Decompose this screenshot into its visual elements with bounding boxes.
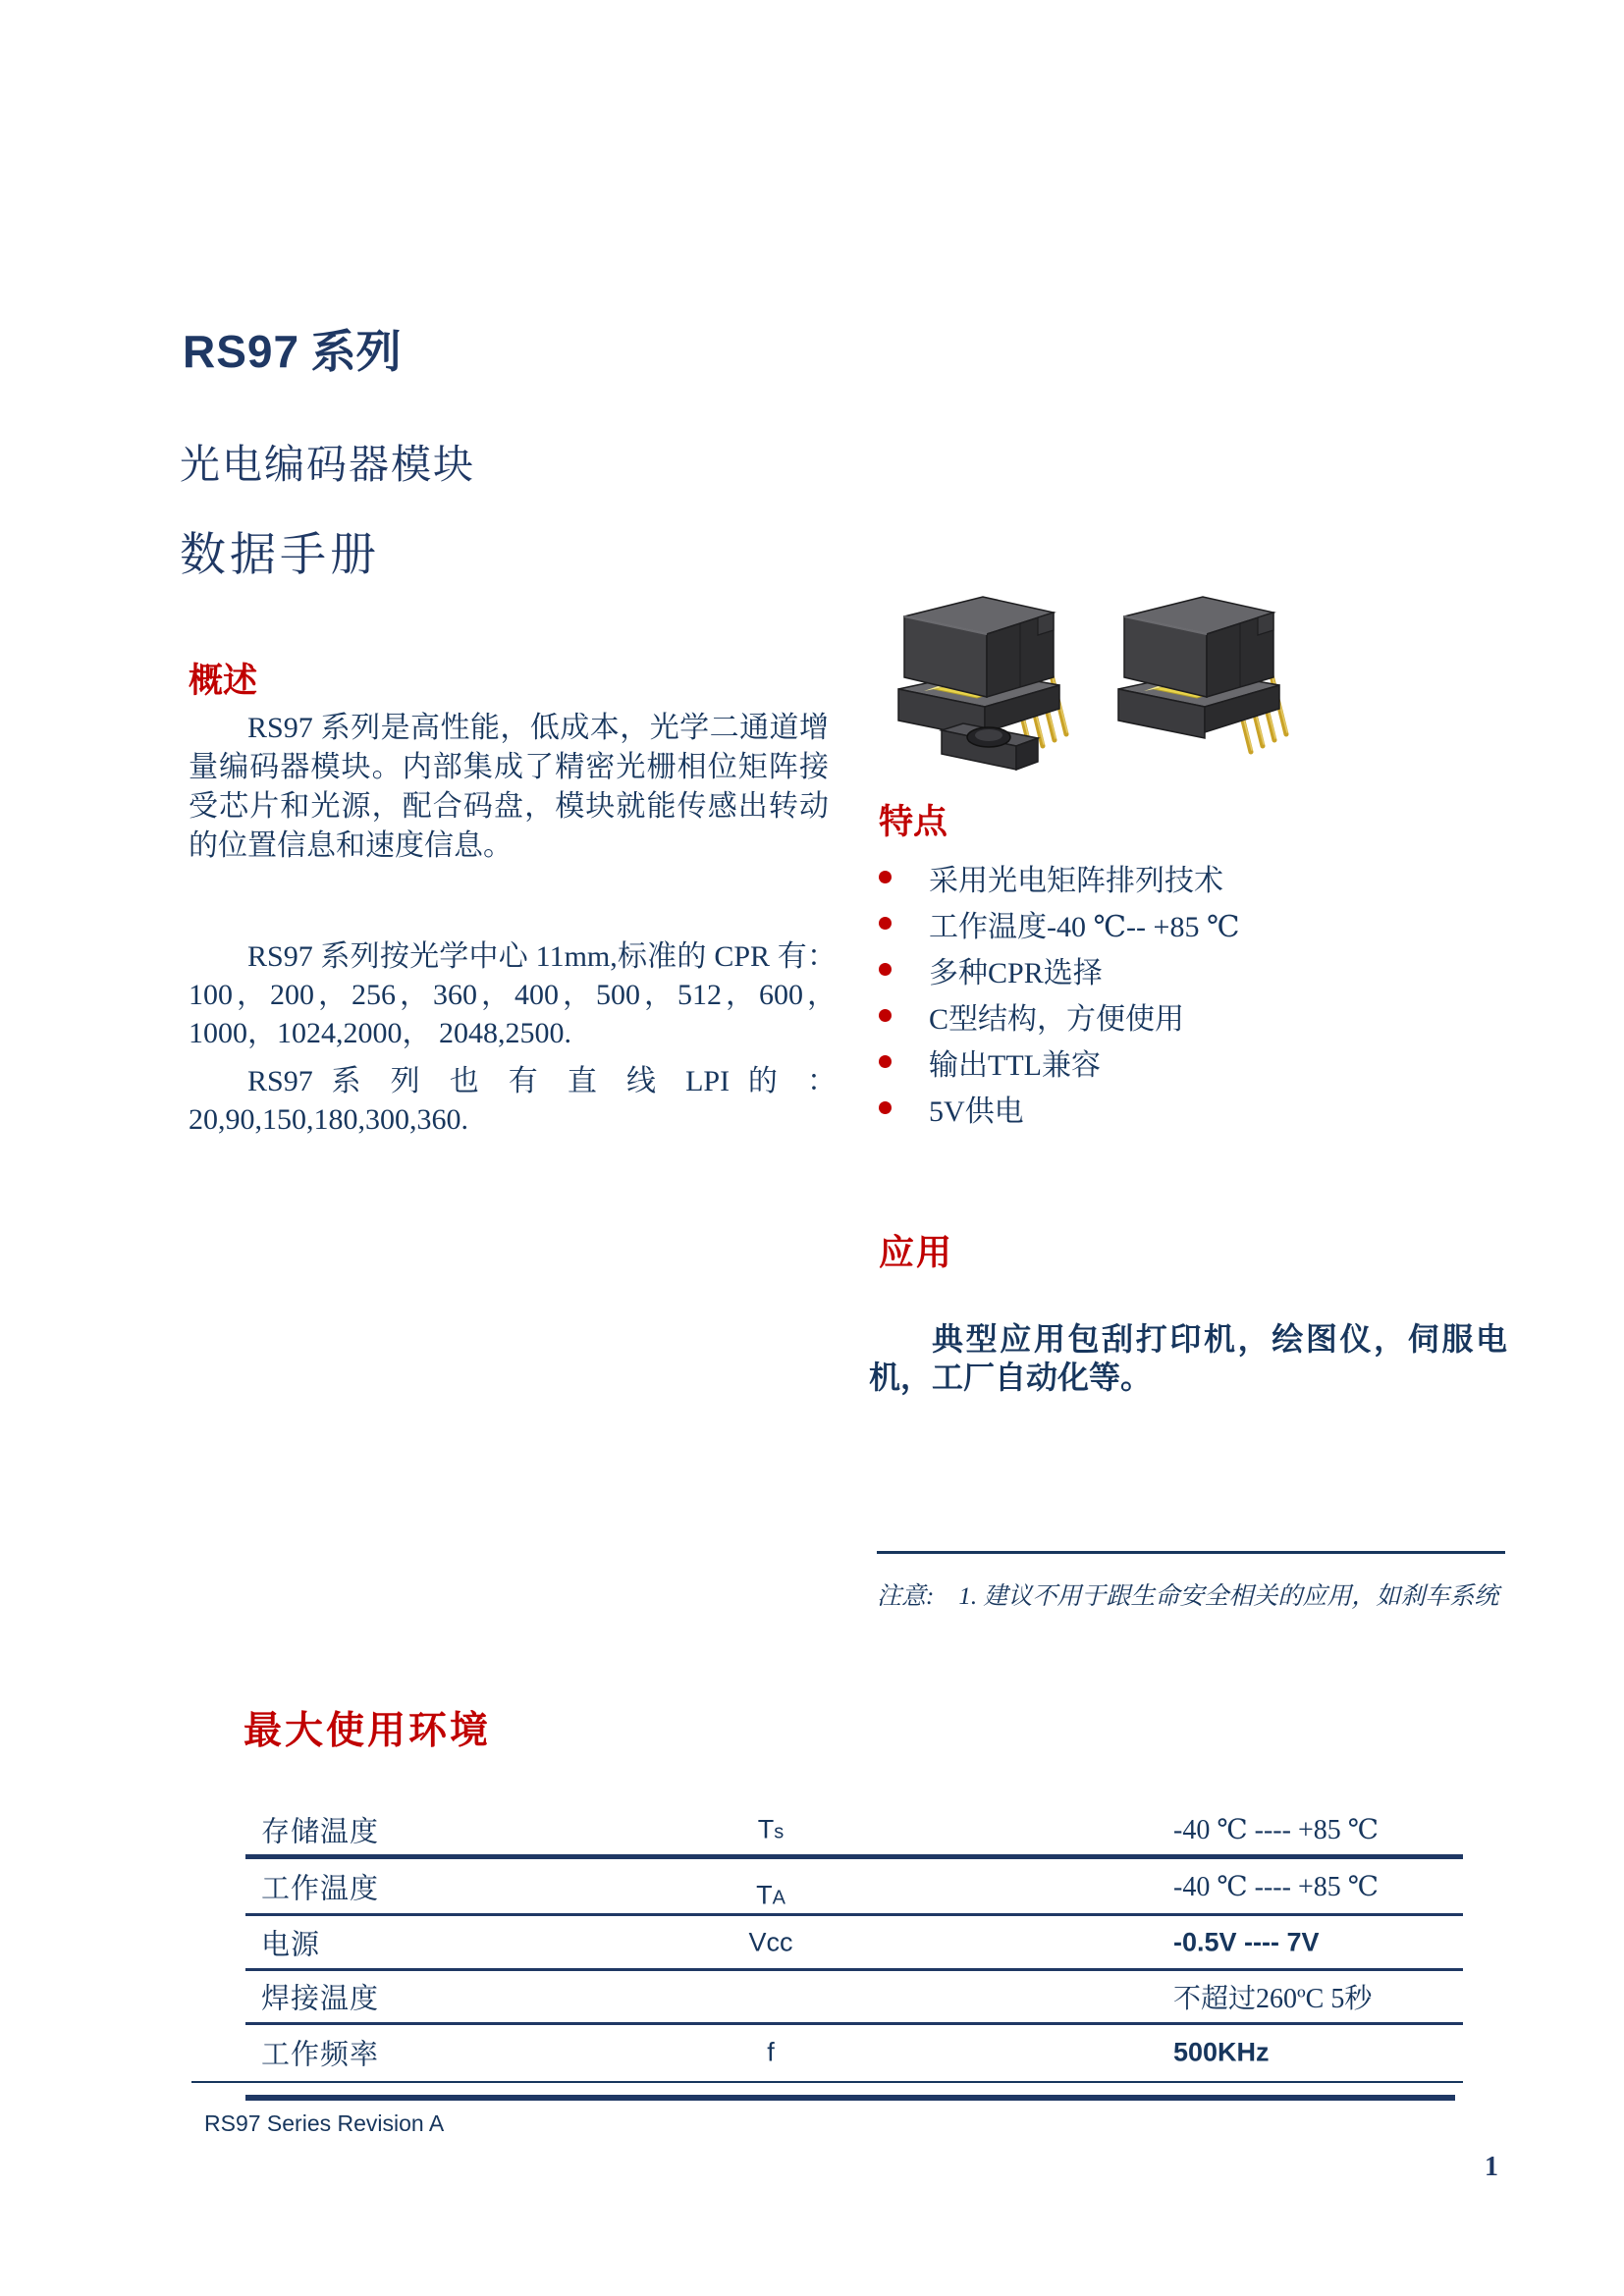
feature-item-label: 输出TTL兼容: [929, 1048, 1101, 1082]
feature-item-label: 采用光电矩阵排列技术: [929, 864, 1223, 897]
row-symbol: [687, 1927, 854, 1957]
row-value: 不超过260ºC 5秒: [1173, 1984, 1373, 2014]
table-row: [245, 1916, 1463, 1971]
feature-item: [879, 1039, 1488, 1085]
table-row: [245, 1859, 1463, 1916]
features-heading: 特点: [879, 803, 948, 841]
document-type-subtitle: 数据手册: [180, 530, 380, 581]
bullet-icon: [879, 917, 892, 930]
product-subtitle: 光电编码器模块: [180, 442, 475, 487]
row-label: 工作频率: [261, 2039, 380, 2071]
page-title-code: RS97: [183, 326, 300, 377]
row-value: -40 ℃ ---- +85 ℃: [1173, 1814, 1380, 1845]
note-text: 注意: 1. 建议不用于跟生命安全相关的应用，如刹车系统: [877, 1583, 1499, 1610]
symbol-sub: s: [774, 1821, 785, 1842]
encoder-module-images: [879, 577, 1301, 788]
footer-divider: [245, 2095, 1455, 2101]
table-row: [245, 1804, 1463, 1859]
row-symbol: [687, 2038, 854, 2068]
note-divider: [877, 1551, 1505, 1554]
overview-paragraph-2: RS97 系列按光学中心 11mm,标准的 CPR 有：100，200，256，360，400，500，512，600，1000，1024,2000， 2048,2500.: [189, 940, 837, 1049]
overview-paragraph-1: RS97 系列是高性能，低成本，光学二通道增量编码器模块。内部集成了精密光栅相位矩阵接受芯片和光源，配合码盘，模块就能传感出转动的位置信息和速度信息。: [189, 712, 829, 862]
feature-item-label: 多种CPR选择: [929, 956, 1103, 989]
row-value: -0.5V ---- 7V: [1173, 1927, 1320, 1956]
feature-item-label: C型结构，方便使用: [929, 1002, 1185, 1036]
applications-paragraph: 典型应用包刮打印机，绘图仪，伺服电机，工厂自动化等。: [869, 1321, 1507, 1395]
symbol-sub: A: [772, 1887, 785, 1909]
row-symbol: [687, 1814, 854, 1844]
symbol-main: T: [757, 1814, 775, 1843]
page-title: [183, 316, 402, 381]
bullet-icon: [879, 963, 892, 976]
row-label: 存储温度: [261, 1816, 380, 1847]
row-label: 工作温度: [261, 1873, 380, 1904]
table-row: [245, 1971, 1463, 2025]
table-bottom-rule: [191, 2081, 1463, 2083]
row-symbol: [687, 1881, 854, 1911]
symbol-main: Vcc: [748, 1927, 793, 1956]
environment-heading: 最大使用环境: [244, 1710, 492, 1752]
feature-item-label: 工作温度-40 ℃-- +85 ℃: [929, 910, 1240, 943]
symbol-main: T: [756, 1880, 773, 1910]
row-value: -40 ℃ ---- +85 ℃: [1173, 1871, 1380, 1902]
bullet-icon: [879, 1101, 892, 1114]
footer-revision-text: RS97 Series Revision A: [204, 2110, 445, 2136]
feature-item: [879, 900, 1488, 946]
feature-item: [879, 854, 1488, 900]
bullet-icon: [879, 1055, 892, 1068]
row-value: 500KHz: [1173, 2037, 1270, 2067]
applications-heading: 应用: [879, 1233, 954, 1272]
features-list: [879, 854, 1488, 1131]
overview-paragraph-3-line1: RS97 系 列 也 有 直 线 LPI 的 ：: [247, 1065, 837, 1097]
overview-heading: 概述: [189, 662, 258, 700]
page-title-suffix: 系列: [299, 327, 402, 377]
overview-paragraph-3-line2: 20,90,150,180,300,360.: [189, 1103, 468, 1136]
row-label: 电源: [261, 1929, 321, 1960]
feature-item: [879, 992, 1488, 1039]
bullet-icon: [879, 871, 892, 883]
bullet-icon: [879, 1009, 892, 1022]
feature-item-label: 5V供电: [929, 1095, 1024, 1128]
feature-item: [879, 946, 1488, 992]
environment-table: [245, 1804, 1463, 2080]
table-row: [245, 2025, 1463, 2080]
symbol-main: f: [767, 2037, 775, 2067]
feature-item: [879, 1085, 1488, 1131]
row-label: 焊接温度: [261, 1983, 380, 2015]
page-number: 1: [1485, 2152, 1498, 2182]
